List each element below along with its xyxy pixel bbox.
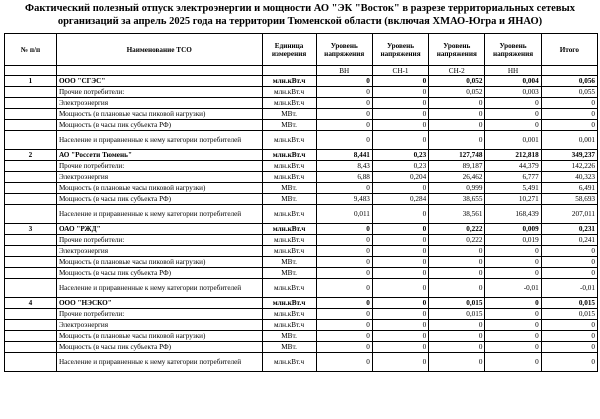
cell-sn2: 0 <box>429 342 485 353</box>
cell-sn2: 0,052 <box>429 87 485 98</box>
cell-nn: -0,01 <box>485 279 541 298</box>
cell-nn: 0 <box>485 98 541 109</box>
cell-sn2: 0 <box>429 131 485 150</box>
cell-vn: 0 <box>316 268 372 279</box>
cell-name: Мощность (в часы пик субъекта РФ) <box>56 120 262 131</box>
cell-sn1: 0 <box>372 131 428 150</box>
cell-nn: 0 <box>485 342 541 353</box>
cell-unit: млн.кВт.ч <box>262 279 316 298</box>
cell-num <box>5 120 57 131</box>
cell-unit: МВт. <box>262 268 316 279</box>
cell-nn: 0,001 <box>485 131 541 150</box>
cell-nn: 44,379 <box>485 161 541 172</box>
table-row-organization <box>5 298 598 309</box>
table-subheader-row <box>5 66 598 76</box>
cell-vn: 0 <box>316 109 372 120</box>
cell-sn2: 0,222 <box>429 235 485 246</box>
subheader-level-sn2: СН-2 <box>429 66 485 76</box>
cell-unit: млн.кВт.ч <box>262 98 316 109</box>
table-row <box>5 279 598 298</box>
cell-name: Мощность (в плановые часы пиковой нагрузки) <box>56 109 262 120</box>
cell-total: 0,055 <box>541 87 597 98</box>
cell-nn: 0 <box>485 268 541 279</box>
cell-vn: 0 <box>316 235 372 246</box>
cell-total: 0,231 <box>541 224 597 235</box>
cell-num <box>5 246 57 257</box>
cell-sn1: 0 <box>372 76 428 87</box>
cell-name: Население и приравненные к нему категории потребителей <box>56 131 262 150</box>
cell-nn: 10,271 <box>485 194 541 205</box>
cell-name: Электроэнергия <box>56 246 262 257</box>
table-row-organization <box>5 224 598 235</box>
cell-unit: млн.кВт.ч <box>262 150 316 161</box>
cell-num <box>5 257 57 268</box>
cell-vn: 0 <box>316 131 372 150</box>
cell-total: 349,237 <box>541 150 597 161</box>
table-row <box>5 309 598 320</box>
table-row <box>5 320 598 331</box>
cell-vn: 0 <box>316 98 372 109</box>
cell-nn: 0 <box>485 331 541 342</box>
cell-total: 0 <box>541 246 597 257</box>
cell-name: АО "Россети Тюмень" <box>56 150 262 161</box>
cell-sn2: 0 <box>429 279 485 298</box>
cell-sn2: 0 <box>429 246 485 257</box>
cell-sn1: 0,204 <box>372 172 428 183</box>
cell-nn: 0,003 <box>485 87 541 98</box>
cell-vn: 0 <box>316 342 372 353</box>
cell-sn1: 0 <box>372 298 428 309</box>
cell-nn: 0 <box>485 109 541 120</box>
cell-sn1: 0 <box>372 98 428 109</box>
cell-num <box>5 331 57 342</box>
cell-total: 0 <box>541 353 597 372</box>
cell-unit: МВт. <box>262 342 316 353</box>
cell-nn: 0 <box>485 257 541 268</box>
cell-num <box>5 205 57 224</box>
table-row <box>5 183 598 194</box>
header-level-4: Уровень напряжения <box>485 34 541 66</box>
cell-total: -0,01 <box>541 279 597 298</box>
cell-vn: 0 <box>316 183 372 194</box>
cell-name: Мощность (в плановые часы пиковой нагрузки) <box>56 257 262 268</box>
subheader-empty <box>262 66 316 76</box>
header-num: № п/п <box>5 34 57 66</box>
cell-sn1: 0 <box>372 87 428 98</box>
cell-vn: 0 <box>316 279 372 298</box>
cell-sn1: 0 <box>372 320 428 331</box>
cell-total: 0 <box>541 342 597 353</box>
table-row <box>5 131 598 150</box>
cell-name: Мощность (в часы пик субъекта РФ) <box>56 342 262 353</box>
cell-vn: 0 <box>316 309 372 320</box>
cell-sn1: 0 <box>372 224 428 235</box>
cell-nn: 0,009 <box>485 224 541 235</box>
table-row <box>5 331 598 342</box>
cell-sn2: 0 <box>429 109 485 120</box>
cell-total: 0,001 <box>541 131 597 150</box>
table-row <box>5 257 598 268</box>
cell-unit: млн.кВт.ч <box>262 320 316 331</box>
table-row <box>5 194 598 205</box>
header-name: Наименование ТСО <box>56 34 262 66</box>
cell-name: Электроэнергия <box>56 320 262 331</box>
cell-sn1: 0 <box>372 183 428 194</box>
header-total: Итого <box>541 34 597 66</box>
cell-vn: 0 <box>316 224 372 235</box>
cell-sn2: 0,052 <box>429 76 485 87</box>
cell-sn2: 0,999 <box>429 183 485 194</box>
cell-name: Прочие потребители: <box>56 87 262 98</box>
cell-unit: МВт. <box>262 331 316 342</box>
cell-sn2: 0 <box>429 331 485 342</box>
cell-total: 0,241 <box>541 235 597 246</box>
cell-vn: 8,43 <box>316 161 372 172</box>
table-row <box>5 235 598 246</box>
cell-num <box>5 98 57 109</box>
cell-sn1: 0 <box>372 205 428 224</box>
cell-sn2: 127,748 <box>429 150 485 161</box>
cell-vn: 0 <box>316 331 372 342</box>
cell-sn2: 0,015 <box>429 309 485 320</box>
subheader-empty <box>56 66 262 76</box>
cell-total: 6,491 <box>541 183 597 194</box>
cell-name: Мощность (в плановые часы пиковой нагрузки) <box>56 331 262 342</box>
cell-total: 0 <box>541 109 597 120</box>
cell-nn: 0,019 <box>485 235 541 246</box>
cell-name: Прочие потребители: <box>56 235 262 246</box>
header-level-1: Уровень напряжения <box>316 34 372 66</box>
cell-num: 2 <box>5 150 57 161</box>
cell-total: 40,323 <box>541 172 597 183</box>
cell-sn1: 0 <box>372 268 428 279</box>
table-row <box>5 268 598 279</box>
cell-vn: 0 <box>316 76 372 87</box>
cell-name: Мощность (в часы пик субъекта РФ) <box>56 194 262 205</box>
cell-num <box>5 161 57 172</box>
cell-total: 142,226 <box>541 161 597 172</box>
cell-unit: млн.кВт.ч <box>262 131 316 150</box>
cell-unit: млн.кВт.ч <box>262 235 316 246</box>
cell-sn1: 0 <box>372 257 428 268</box>
document-title: Фактический полезный отпуск электроэнергии и мощности АО "ЭК "Восток" в разрезе территориальных сетевых организаций за апрель 2025 года на территории Тюменской области (включая ХМАО-Югра и ЯНАО) <box>25 3 575 27</box>
table-row <box>5 109 598 120</box>
table-row <box>5 120 598 131</box>
cell-vn: 0 <box>316 298 372 309</box>
cell-num: 4 <box>5 298 57 309</box>
table-row-organization <box>5 150 598 161</box>
cell-num: 1 <box>5 76 57 87</box>
cell-vn: 0 <box>316 120 372 131</box>
cell-nn: 0 <box>485 298 541 309</box>
cell-sn1: 0 <box>372 309 428 320</box>
cell-num <box>5 309 57 320</box>
cell-name: Электроэнергия <box>56 172 262 183</box>
cell-nn: 6,777 <box>485 172 541 183</box>
cell-name: Мощность (в плановые часы пиковой нагрузки) <box>56 183 262 194</box>
cell-unit: млн.кВт.ч <box>262 309 316 320</box>
cell-unit: млн.кВт.ч <box>262 353 316 372</box>
cell-nn: 0 <box>485 353 541 372</box>
cell-sn2: 0 <box>429 257 485 268</box>
cell-unit: млн.кВт.ч <box>262 161 316 172</box>
header-unit: Единица измерения <box>262 34 316 66</box>
table-header-row <box>5 34 598 66</box>
cell-total: 0 <box>541 98 597 109</box>
cell-name: ОАО "РЖД" <box>56 224 262 235</box>
cell-num <box>5 353 57 372</box>
table-row <box>5 246 598 257</box>
cell-vn: 0,011 <box>316 205 372 224</box>
cell-total: 0,015 <box>541 298 597 309</box>
cell-sn1: 0,23 <box>372 161 428 172</box>
cell-unit: млн.кВт.ч <box>262 246 316 257</box>
cell-nn: 0,004 <box>485 76 541 87</box>
cell-unit: МВт. <box>262 257 316 268</box>
cell-sn2: 0 <box>429 268 485 279</box>
subheader-level-vn: ВН <box>316 66 372 76</box>
cell-vn: 0 <box>316 257 372 268</box>
cell-sn1: 0,23 <box>372 150 428 161</box>
cell-num <box>5 268 57 279</box>
cell-name: Прочие потребители: <box>56 309 262 320</box>
cell-name: ООО "НЭСКО" <box>56 298 262 309</box>
cell-num <box>5 235 57 246</box>
cell-num <box>5 194 57 205</box>
cell-num <box>5 183 57 194</box>
cell-unit: МВт. <box>262 183 316 194</box>
cell-num <box>5 172 57 183</box>
table-row <box>5 98 598 109</box>
cell-sn1: 0 <box>372 120 428 131</box>
cell-num <box>5 320 57 331</box>
header-level-2: Уровень напряжения <box>372 34 428 66</box>
cell-total: 0 <box>541 257 597 268</box>
cell-num <box>5 87 57 98</box>
cell-sn2: 0,222 <box>429 224 485 235</box>
table-row <box>5 353 598 372</box>
cell-unit: млн.кВт.ч <box>262 298 316 309</box>
cell-vn: 0 <box>316 320 372 331</box>
cell-name: Население и приравненные к нему категории потребителей <box>56 205 262 224</box>
cell-unit: млн.кВт.ч <box>262 87 316 98</box>
cell-total: 0 <box>541 120 597 131</box>
subheader-empty <box>541 66 597 76</box>
cell-name: ООО "СГЭС" <box>56 76 262 87</box>
cell-total: 0 <box>541 331 597 342</box>
cell-sn1: 0 <box>372 279 428 298</box>
cell-nn: 0 <box>485 309 541 320</box>
cell-sn2: 0,015 <box>429 298 485 309</box>
header-level-3: Уровень напряжения <box>429 34 485 66</box>
cell-vn: 0 <box>316 353 372 372</box>
cell-sn1: 0 <box>372 109 428 120</box>
cell-sn2: 38,655 <box>429 194 485 205</box>
cell-nn: 0 <box>485 320 541 331</box>
cell-vn: 8,441 <box>316 150 372 161</box>
cell-total: 0 <box>541 268 597 279</box>
cell-num <box>5 131 57 150</box>
cell-sn1: 0 <box>372 246 428 257</box>
cell-sn2: 0 <box>429 120 485 131</box>
data-table <box>4 33 598 372</box>
cell-total: 58,693 <box>541 194 597 205</box>
cell-total: 0 <box>541 320 597 331</box>
table-row <box>5 172 598 183</box>
subheader-level-nn: НН <box>485 66 541 76</box>
cell-unit: МВт. <box>262 194 316 205</box>
cell-sn2: 26,462 <box>429 172 485 183</box>
cell-nn: 212,818 <box>485 150 541 161</box>
cell-name: Население и приравненные к нему категории потребителей <box>56 279 262 298</box>
cell-unit: МВт. <box>262 120 316 131</box>
cell-sn1: 0 <box>372 331 428 342</box>
cell-unit: МВт. <box>262 109 316 120</box>
cell-nn: 0 <box>485 246 541 257</box>
cell-total: 0,015 <box>541 309 597 320</box>
cell-num <box>5 342 57 353</box>
cell-sn2: 89,187 <box>429 161 485 172</box>
cell-sn1: 0 <box>372 353 428 372</box>
cell-unit: млн.кВт.ч <box>262 172 316 183</box>
subheader-level-sn1: СН-1 <box>372 66 428 76</box>
table-row-organization <box>5 76 598 87</box>
table-row <box>5 161 598 172</box>
cell-sn2: 0 <box>429 353 485 372</box>
cell-vn: 0 <box>316 246 372 257</box>
cell-num <box>5 109 57 120</box>
cell-total: 0,056 <box>541 76 597 87</box>
cell-sn1: 0 <box>372 235 428 246</box>
table-row <box>5 87 598 98</box>
cell-sn2: 0 <box>429 98 485 109</box>
cell-sn1: 0,284 <box>372 194 428 205</box>
subheader-empty <box>5 66 57 76</box>
cell-nn: 168,439 <box>485 205 541 224</box>
cell-name: Население и приравненные к нему категории потребителей <box>56 353 262 372</box>
cell-nn: 0 <box>485 120 541 131</box>
cell-unit: млн.кВт.ч <box>262 205 316 224</box>
cell-sn1: 0 <box>372 342 428 353</box>
cell-nn: 5,491 <box>485 183 541 194</box>
cell-vn: 0 <box>316 87 372 98</box>
cell-unit: млн.кВт.ч <box>262 76 316 87</box>
cell-num <box>5 279 57 298</box>
cell-vn: 9,483 <box>316 194 372 205</box>
cell-sn2: 38,561 <box>429 205 485 224</box>
cell-name: Мощность (в часы пик субъекта РФ) <box>56 268 262 279</box>
table-body <box>5 76 598 372</box>
cell-total: 207,011 <box>541 205 597 224</box>
cell-sn2: 0 <box>429 320 485 331</box>
table-row <box>5 342 598 353</box>
cell-name: Электроэнергия <box>56 98 262 109</box>
table-row <box>5 205 598 224</box>
cell-name: Прочие потребители: <box>56 161 262 172</box>
cell-vn: 6,88 <box>316 172 372 183</box>
cell-unit: млн.кВт.ч <box>262 224 316 235</box>
cell-num: 3 <box>5 224 57 235</box>
